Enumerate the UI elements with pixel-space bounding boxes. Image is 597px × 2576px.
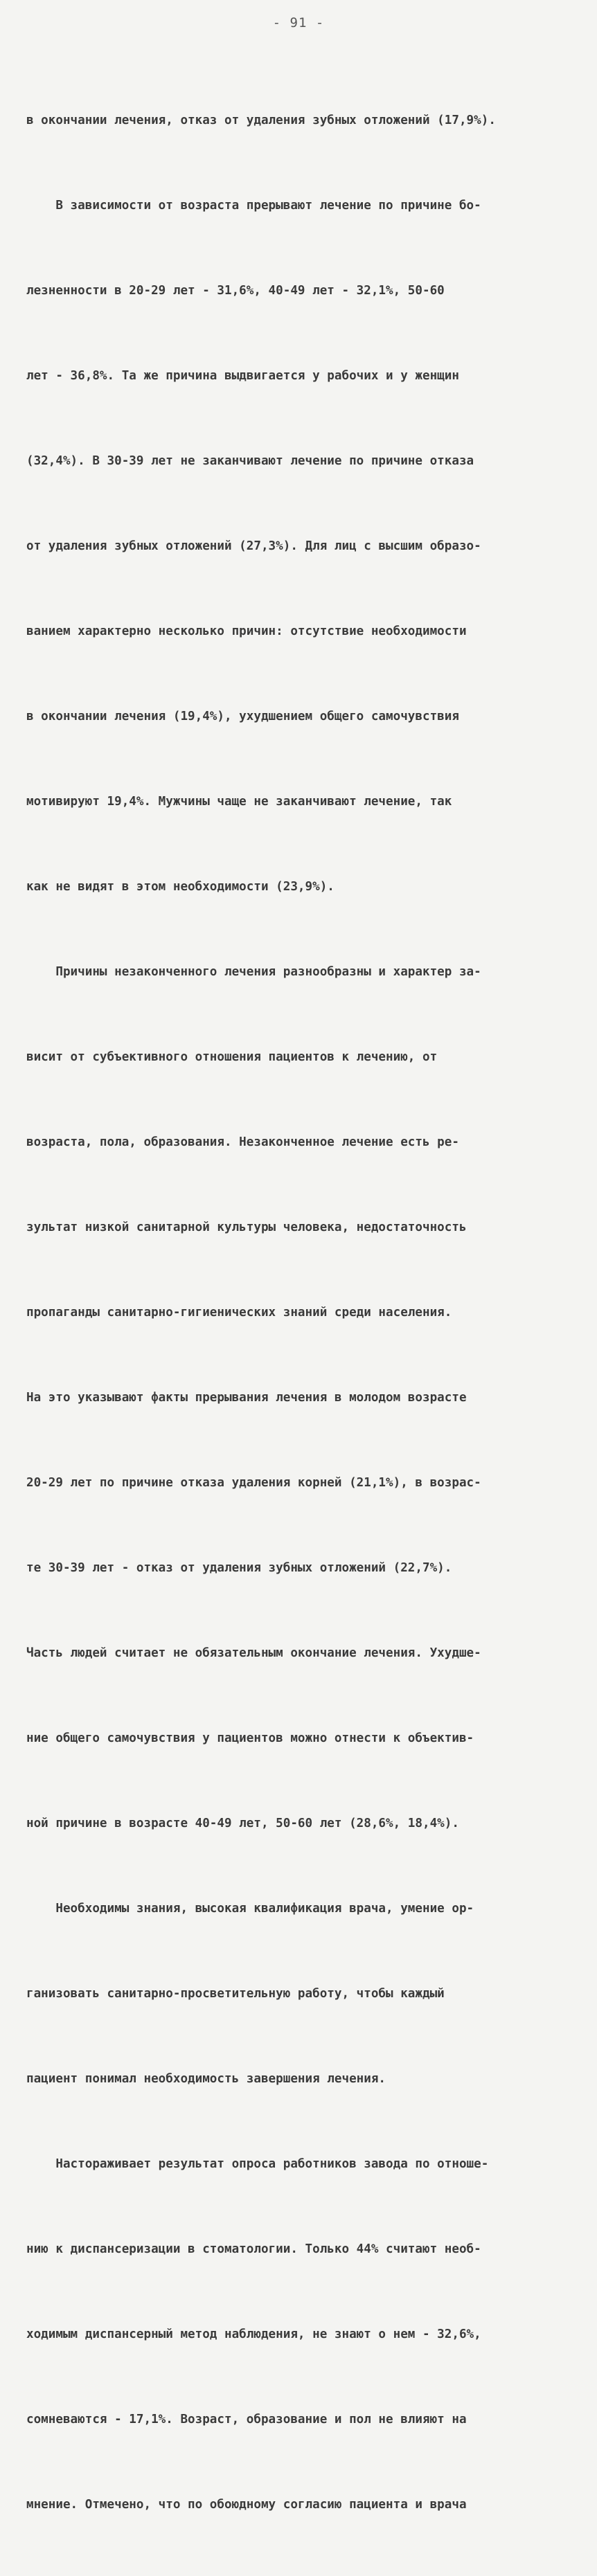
text-line: сомневаются - 17,1%. Возраст, образование и пол не влияют на xyxy=(26,2413,467,2426)
text-line: висит от субъективного отношения пациентов к лечению, от xyxy=(26,1050,438,1064)
text-line: ганизовать санитарно-просветительную работу, чтобы каждый xyxy=(26,1987,445,2001)
text-line: возраста, пола, образования. Незаконченное лечение есть ре- xyxy=(26,1135,459,1149)
text-line: зультат низкой санитарной культуры человека, недостаточность xyxy=(26,1221,467,1234)
text-line: мнение. Отмечено, что по обоюдному согласию пациента и врача xyxy=(26,2498,467,2512)
body-text xyxy=(26,50,573,2576)
text-line: Причины незаконченного лечения разнообразны и характер за- xyxy=(26,965,481,979)
text-line: как не видят в этом необходимости (23,9%). xyxy=(26,880,335,894)
text-line: мотивируют 19,4%. Мужчины чаще не заканчивают лечение, так xyxy=(26,795,452,809)
text-line: те 30-39 лет - отказ от удаления зубных отложений (22,7%). xyxy=(26,1561,452,1575)
text-line: ние общего самочувствия у пациентов можно отнести к объектив- xyxy=(26,1731,474,1745)
text-line: лезненности в 20-29 лет - 31,6%, 40-49 лет - 32,1%, 50-60 xyxy=(26,284,445,298)
text-line: ходимым диспансерный метод наблюдения, не знают о нем - 32,6%, xyxy=(26,2327,481,2341)
text-line: в окончании лечения (19,4%), ухудшением общего самочувствия xyxy=(26,710,459,723)
text-line: Настораживает результат опроса работников завода по отноше- xyxy=(26,2157,489,2171)
text-line: ванием характерно несколько причин: отсутствие необходимости xyxy=(26,624,467,638)
text-line: пациент понимал необходимость завершения лечения. xyxy=(26,2072,386,2086)
text-line: лет - 36,8%. Та же причина выдвигается у рабочих и у женщин xyxy=(26,369,459,383)
text-line: 20-29 лет по причине отказа удаления корней (21,1%), в возрас- xyxy=(26,1476,481,1490)
text-line: ной причине в возрасте 40-49 лет, 50-60 лет (28,6%, 18,4%). xyxy=(26,1817,459,1830)
text-line: пропаганды санитарно-гигиенических знаний среди населения. xyxy=(26,1306,452,1319)
text-line: В зависимости от возраста прерывают лечение по причине бо- xyxy=(26,199,481,213)
text-line: нию к диспансеризации в стоматологии. Только 44% считают необ- xyxy=(26,2242,481,2256)
text-line: от удаления зубных отложений (27,3%). Для лиц с высшим образо- xyxy=(26,539,481,553)
text-line: в окончании лечения, отказ от удаления зубных отложений (17,9%). xyxy=(26,114,496,127)
text-line: На это указывают факты прерывания лечения в молодом возрасте xyxy=(26,1391,467,1405)
text-line: Часть людей считает не обязательным окончание лечения. Ухудше- xyxy=(26,1646,481,1660)
text-line: (32,4%). В 30-39 лет не заканчивают лечение по причине отказа xyxy=(26,454,474,468)
page-number: - 91 - xyxy=(272,15,325,30)
text-line: Необходимы знания, высокая квалификация врача, умение ор- xyxy=(26,1902,474,1916)
